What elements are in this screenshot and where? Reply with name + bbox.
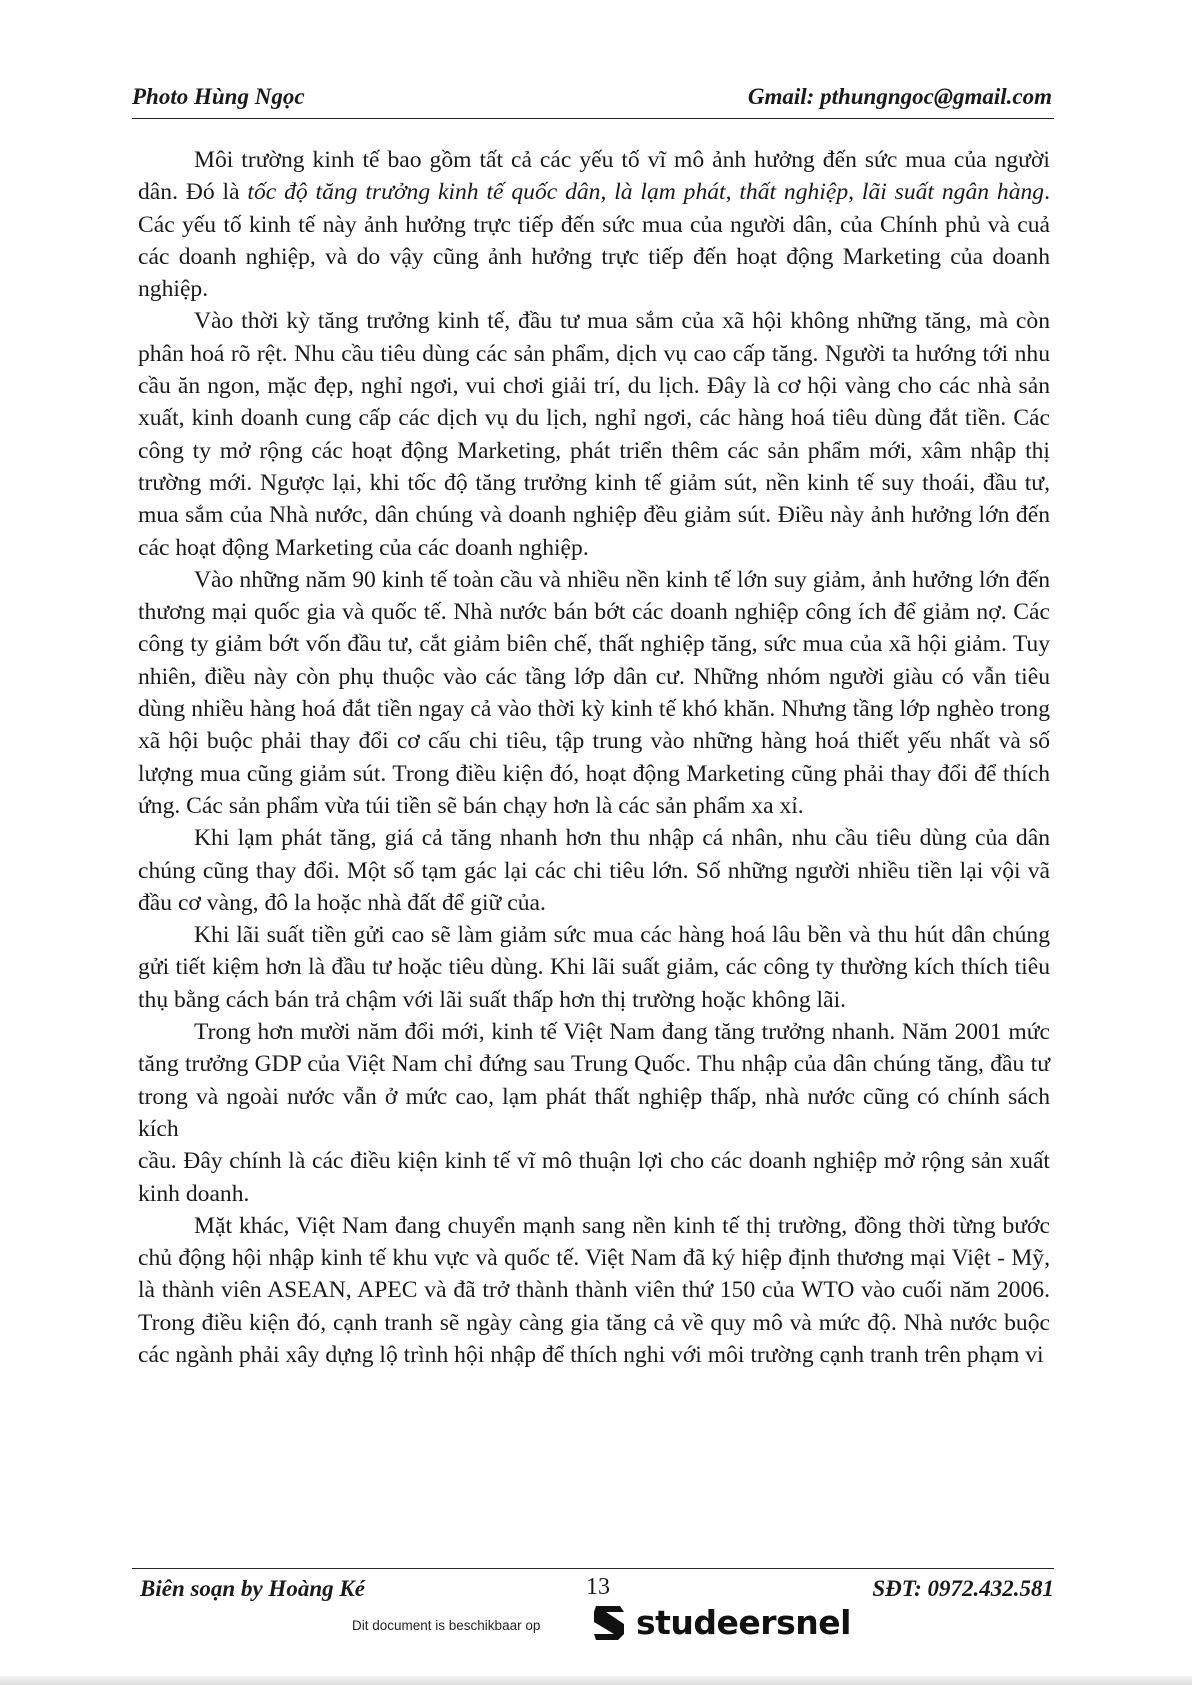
paragraph (138, 564, 1050, 822)
paragraph (138, 1145, 1050, 1210)
page-header (132, 84, 1052, 120)
text-run: Vào những năm 90 kinh tế toàn cầu và nhiều nền kinh tế lớn suy giảm, ảnh hưởng lớn đến thương mại quốc gia và quốc tế. Nhà nước bán bớt các doanh nghiệp công ích để giảm nợ. Các công ty giảm bớt vốn đầu tư, cắt giảm biên chế, thất nghiệp tăng, sức mua của xã hội giảm. Tuy nhiên, điều này còn phụ thuộc vào các tầng lớp dân cư. Những nhóm người giàu có vẫn tiêu dùng nhiều hàng hoá đắt tiền ngay cả vào thời kỳ kinh tế khó khăn. Nhưng tầng lớp nghèo trong xã hội buộc phải thay đổi cơ cấu chi tiêu, tập trung vào những hàng hoá thiết yếu nhất và số lượng mua cũng giảm sút. Trong điều kiện đó, hoạt động Marketing cũng phải thay đổi để thích ứng. Các sản phẩm vừa túi tiền sẽ bán chạy hơn là các sản phẩm xa xỉ. (138, 566, 1050, 819)
header-email: Gmail: pthungngoc@gmail.com (747, 84, 1052, 109)
brand-name: studeersnel (636, 1602, 851, 1642)
text-run: Trong hơn mười năm đổi mới, kinh tế Việt Nam đang tăng trưởng nhanh. Năm 2001 mức tăng trưởng GDP của Việt Nam chỉ đứng sau Trung Quốc. Thu nhập của dân chúng tăng, đầu tư trong và ngoài nước vẫn ở mức cao, lạm phát thất nghiệp thấp, nhà nước cũng có chính sách kích (138, 1019, 1050, 1142)
text-run: Khi lạm phát tăng, giá cả tăng nhanh hơn thu nhập cá nhân, nhu cầu tiêu dùng của dân chúng cũng thay đổi. Một số tạm gác lại các chi tiêu lớn. Số những người nhiều tiền lại vội vã đầu cơ vàng, đô la hoặc nhà đất để giữ của. (138, 825, 1050, 916)
scan-edge (0, 1676, 1192, 1685)
paragraph (138, 144, 1050, 305)
italic-text: tốc độ tăng trưởng kinh tế quốc dân, là lạm phát, thất nghiệp, lãi suất ngân hàng (247, 179, 1045, 206)
text-run: Khi lãi suất tiền gửi cao sẽ làm giảm sức mua các hàng hoá lâu bền và thu hút dân chúng gửi tiết kiệm hơn là đầu tư hoặc tiêu dùng. Khi lãi suất giảm, các công ty thường kích thích tiêu thụ bằng cách bán trả chậm với lãi suất thấp hơn thị trường hoặc không lãi. (138, 922, 1050, 1013)
body-text (138, 144, 1050, 1371)
availability-note: Dit document is beschikbaar op (352, 1618, 541, 1633)
footer-divider (132, 1568, 1054, 1569)
paragraph (138, 1016, 1050, 1145)
header-divider (132, 118, 1054, 119)
text-run: Vào thời kỳ tăng trưởng kinh tế, đầu tư mua sắm của xã hội không những tăng, mà còn phân hoá rõ rệt. Nhu cầu tiêu dùng các sản phẩm, dịch vụ cao cấp tăng. Người ta hướng tới nhu cầu ăn ngon, mặc đẹp, nghỉ ngơi, vui chơi giải trí, du lịch. Đây là cơ hội vàng cho các nhà sản xuất, kinh doanh cung cấp các dịch vụ du lịch, nghỉ ngơi, các hàng hoá tiêu dùng đắt tiền. Các công ty mở rộng các hoạt động Marketing, phát triển thêm các sản phẩm mới, xâm nhập thị trường mới. Ngược lại, khi tốc độ tăng trưởng kinh tế giảm sút, nền kinh tế suy thoái, đầu tư, mua sắm của Nhà nước, dân chúng và doanh nghiệp đều giảm sút. Điều này ảnh hưởng lớn đến các hoạt động Marketing của các doanh nghiệp. (138, 308, 1050, 561)
paragraph (138, 919, 1050, 1016)
text-run: cầu. Đây chính là các điều kiện kinh tế vĩ mô thuận lợi cho các doanh nghiệp mở rộng sản xuất kinh doanh. (138, 1148, 1050, 1207)
text-run: Môi trường kinh tế bao gồm tất cả các yếu tố vĩ mô ảnh hưởng đến sức mua của người dân. Đó là (138, 147, 1050, 206)
text-run: Mặt khác, Việt Nam đang chuyển mạnh sang nền kinh tế thị trường, đồng thời từng bước chủ động hội nhập kinh tế khu vực và quốc tế. Việt Nam đã ký hiệp định thương mại Việt - Mỹ, là thành viên ASEAN, APEC và đã trở thành thành viên thứ 150 của WTO vào cuối năm 2006. Trong điều kiện đó, cạnh tranh sẽ ngày càng gia tăng cả về quy mô và mức độ. Nhà nước buộc các ngành phải xây dựng lộ trình hội nhập để thích nghi với môi trường cạnh tranh trên phạm vi (138, 1212, 1050, 1368)
studeersnel-s-logo-icon (590, 1600, 630, 1644)
footer-compiler: Biên soạn by Hoàng Ké (140, 1576, 365, 1601)
page-number: 13 (586, 1574, 610, 1600)
paragraph (138, 1210, 1050, 1371)
text-run: . Các yếu tố kinh tế này ảnh hưởng trực tiếp đến sức mua của người dân, của Chính phủ và cuả các doanh nghiệp, và do vậy cũng ảnh hưởng trực tiếp đến hoạt động Marketing của doanh nghiệp. (138, 179, 1050, 303)
header-author: Photo Hùng Ngọc (132, 84, 305, 109)
studeersnel-brand[interactable] (590, 1600, 851, 1644)
paragraph (138, 822, 1050, 919)
paragraph (138, 305, 1050, 563)
footer-phone: SĐT: 0972.432.581 (872, 1576, 1054, 1601)
